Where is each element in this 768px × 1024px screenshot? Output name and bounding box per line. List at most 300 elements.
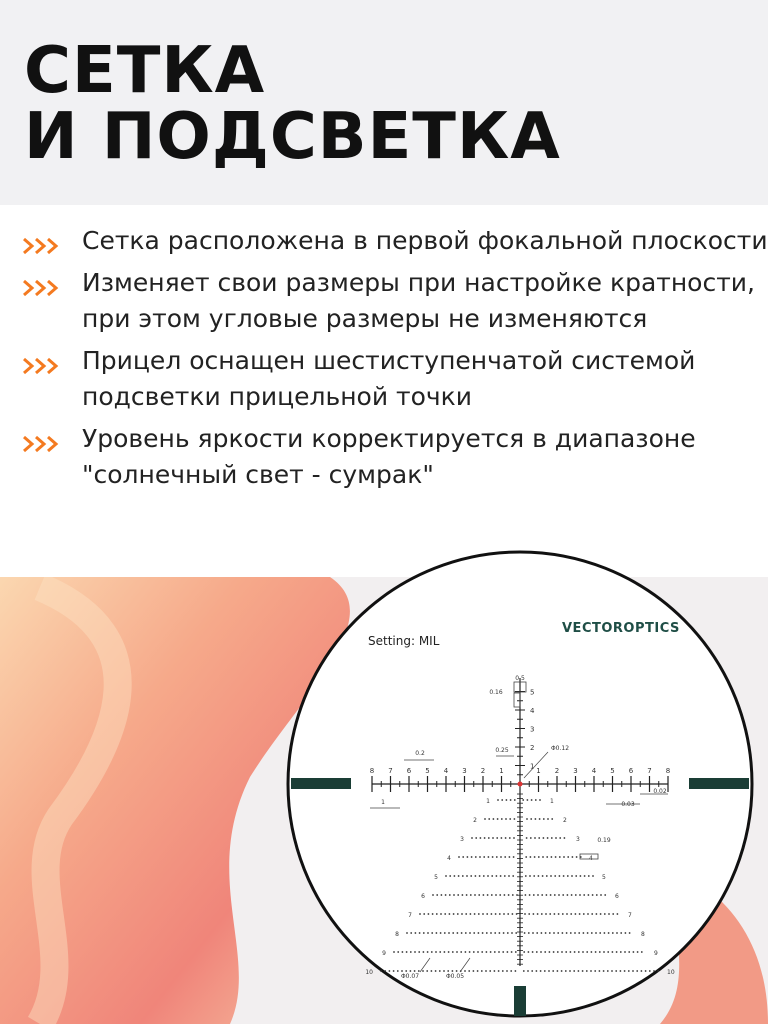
drop-dot: [419, 932, 421, 934]
drop-dot: [478, 932, 480, 934]
drop-dot: [499, 913, 501, 915]
row-label-right: 10: [667, 969, 675, 976]
drop-dot: [566, 932, 568, 934]
drop-dot: [555, 856, 557, 858]
dim-label-phi005: Φ0.05: [445, 973, 465, 980]
drop-dot: [500, 856, 502, 858]
v-tick-label: 5: [530, 688, 535, 697]
drop-dot: [530, 856, 532, 858]
drop-dot: [405, 970, 407, 972]
v-tick-label: 3: [530, 725, 535, 734]
drop-dot: [596, 913, 598, 915]
drop-dot: [591, 932, 593, 934]
drop-dot: [494, 932, 496, 934]
drop-dot: [534, 856, 536, 858]
drop-dot: [608, 913, 610, 915]
drop-dot: [620, 951, 622, 953]
drop-dot: [620, 932, 622, 934]
h-tick-label: 6: [628, 767, 634, 775]
drop-dot: [514, 818, 516, 820]
drop-dot: [529, 875, 531, 877]
drop-dot: [495, 913, 497, 915]
drop-dot: [558, 894, 560, 896]
drop-dot: [561, 970, 563, 972]
drop-dot: [637, 951, 639, 953]
drop-dot: [549, 913, 551, 915]
h-tick-label: 8: [665, 767, 671, 775]
drop-dot: [482, 913, 484, 915]
drop-dot: [607, 951, 609, 953]
drop-dot: [439, 970, 441, 972]
drop-dot: [475, 875, 477, 877]
drop-dot: [523, 970, 525, 972]
row-label-left: 4: [447, 855, 451, 862]
drop-dot: [620, 970, 622, 972]
drop-dot: [537, 913, 539, 915]
drop-dot: [535, 799, 537, 801]
drop-dot: [488, 856, 490, 858]
drop-dot: [551, 837, 553, 839]
drop-dot: [435, 970, 437, 972]
drop-dot: [567, 875, 569, 877]
drop-dot: [469, 932, 471, 934]
drop-dot: [524, 932, 526, 934]
drop-dot: [583, 894, 585, 896]
drop-dot: [559, 856, 561, 858]
drop-dot: [535, 818, 537, 820]
drop-dot: [540, 951, 542, 953]
drop-dot: [574, 951, 576, 953]
drop-dot: [557, 932, 559, 934]
drop-dot: [608, 932, 610, 934]
drop-dot: [538, 875, 540, 877]
drop-dot: [525, 875, 527, 877]
drop-dot: [474, 894, 476, 896]
drop-dot: [457, 894, 459, 896]
drop-dot: [448, 932, 450, 934]
drop-dot: [436, 894, 438, 896]
drop-dot: [547, 837, 549, 839]
drop-dot: [561, 951, 563, 953]
drop-dot: [465, 913, 467, 915]
drop-dot: [584, 875, 586, 877]
drop-dot: [567, 894, 569, 896]
drop-dot: [454, 875, 456, 877]
drop-dot: [481, 951, 483, 953]
drop-dot: [625, 932, 627, 934]
drop-dot: [554, 894, 556, 896]
drop-dot: [543, 837, 545, 839]
row-label-left: 8: [395, 931, 399, 938]
row-label-left: 9: [382, 950, 386, 957]
drop-dot: [553, 932, 555, 934]
drop-dot: [526, 837, 528, 839]
drop-dot: [532, 932, 534, 934]
drop-dot: [525, 894, 527, 896]
drop-dot: [557, 970, 559, 972]
drop-dot: [559, 837, 561, 839]
drop-dot: [575, 894, 577, 896]
drop-dot: [504, 875, 506, 877]
drop-dot: [579, 913, 581, 915]
h-tick-label: 1: [536, 767, 541, 775]
drop-dot: [599, 932, 601, 934]
drop-dot: [506, 799, 508, 801]
drop-dot: [514, 799, 516, 801]
drop-dot: [444, 951, 446, 953]
drop-dot: [611, 970, 613, 972]
drop-dot: [510, 799, 512, 801]
drop-dot: [414, 951, 416, 953]
drop-dot: [524, 913, 526, 915]
drop-dot: [575, 875, 577, 877]
drop-dot: [612, 913, 614, 915]
drop-dot: [456, 951, 458, 953]
feature-text: Сетка расположена в первой фокальной плоскости: [82, 226, 768, 255]
drop-dot: [414, 970, 416, 972]
drop-dot: [453, 894, 455, 896]
drop-dot: [486, 913, 488, 915]
drop-dot: [477, 951, 479, 953]
drop-dot: [562, 894, 564, 896]
drop-dot: [550, 894, 552, 896]
drop-dot: [418, 951, 420, 953]
drop-dot: [488, 818, 490, 820]
h-tick-label: 5: [425, 767, 430, 775]
drop-dot: [483, 856, 485, 858]
drop-dot: [457, 932, 459, 934]
drop-dot: [612, 951, 614, 953]
dim-label-phi012: Φ0.12: [550, 745, 570, 752]
drop-dot: [536, 932, 538, 934]
drop-dot: [632, 970, 634, 972]
drop-dot: [467, 856, 469, 858]
drop-dot: [512, 913, 514, 915]
drop-dot: [565, 970, 567, 972]
drop-dot: [490, 932, 492, 934]
drop-dot: [525, 856, 527, 858]
drop-dot: [483, 875, 485, 877]
drop-dot: [470, 875, 472, 877]
drop-dot: [570, 932, 572, 934]
drop-dot: [595, 932, 597, 934]
drop-dot: [512, 894, 514, 896]
drop-dot: [486, 932, 488, 934]
drop-dot: [473, 951, 475, 953]
drop-dot: [571, 875, 573, 877]
drop-dot: [497, 818, 499, 820]
drop-dot: [440, 932, 442, 934]
drop-dot: [508, 894, 510, 896]
drop-dot: [580, 875, 582, 877]
drop-dot: [397, 970, 399, 972]
drop-dot: [617, 913, 619, 915]
drop-dot: [507, 913, 509, 915]
drop-dot: [462, 894, 464, 896]
right-post: [689, 778, 749, 789]
drop-dot: [545, 913, 547, 915]
drop-dot: [410, 932, 412, 934]
drop-dot: [586, 951, 588, 953]
drop-dot: [657, 970, 659, 972]
v-tick-label: 4: [530, 707, 535, 715]
drop-dot: [487, 875, 489, 877]
drop-dot: [482, 932, 484, 934]
drop-dot: [592, 894, 594, 896]
dim-label-1: 1: [381, 799, 385, 806]
drop-dot: [541, 894, 543, 896]
title-line-1: СЕТКА: [24, 34, 266, 108]
drop-dot: [615, 970, 617, 972]
drop-dot: [528, 913, 530, 915]
drop-dot: [604, 932, 606, 934]
drop-dot: [486, 951, 488, 953]
drop-dot: [503, 932, 505, 934]
drop-dot: [549, 951, 551, 953]
drop-dot: [531, 799, 533, 801]
drop-dot: [397, 951, 399, 953]
drop-dot: [616, 951, 618, 953]
drop-dot: [526, 818, 528, 820]
drop-dot: [470, 894, 472, 896]
drop-dot: [509, 837, 511, 839]
feature-text: Прицел оснащен шестиступенчатой системой подсветки прицельной точки: [82, 346, 696, 411]
drop-dot: [513, 856, 515, 858]
drop-dot: [586, 970, 588, 972]
dim-label-025: 0.25: [495, 747, 509, 754]
drop-dot: [616, 932, 618, 934]
drop-dot: [491, 894, 493, 896]
drop-dot: [533, 875, 535, 877]
drop-dot: [484, 837, 486, 839]
drop-dot: [552, 970, 554, 972]
drop-dot: [515, 970, 517, 972]
drop-dot: [542, 875, 544, 877]
drop-dot: [508, 875, 510, 877]
drop-dot: [594, 970, 596, 972]
drop-dot: [393, 970, 395, 972]
drop-dot: [531, 970, 533, 972]
row-label-left: 6: [421, 893, 425, 900]
drop-dot: [453, 913, 455, 915]
drop-dot: [603, 951, 605, 953]
h-tick-label: 6: [406, 767, 412, 775]
drop-dot: [547, 818, 549, 820]
drop-dot: [604, 913, 606, 915]
drop-dot: [485, 970, 487, 972]
row-label-left: 1: [486, 798, 490, 805]
drop-dot: [536, 970, 538, 972]
h-tick-label: 7: [388, 767, 393, 775]
drop-dot: [536, 951, 538, 953]
row-label-right: 2: [563, 817, 567, 824]
drop-dot: [509, 856, 511, 858]
drop-dot: [527, 799, 529, 801]
drop-dot: [466, 875, 468, 877]
row-label-right: 6: [615, 893, 619, 900]
h-tick-label: 2: [554, 767, 560, 775]
drop-dot: [533, 913, 535, 915]
drop-dot: [478, 913, 480, 915]
drop-dot: [498, 951, 500, 953]
drop-dot: [566, 913, 568, 915]
drop-dot: [479, 875, 481, 877]
drop-dot: [550, 875, 552, 877]
drop-dot: [595, 951, 597, 953]
drop-dot: [604, 894, 606, 896]
drop-dot: [588, 875, 590, 877]
drop-dot: [389, 970, 391, 972]
drop-dot: [406, 932, 408, 934]
drop-dot: [491, 913, 493, 915]
title-line-2: И ПОДСВЕТКА: [24, 100, 561, 174]
dim-label-05: 0.5: [515, 675, 525, 682]
drop-dot: [530, 818, 532, 820]
h-tick-label: 8: [369, 767, 375, 775]
drop-dot: [460, 951, 462, 953]
h-tick-label: 3: [573, 767, 578, 775]
drop-dot: [516, 913, 518, 915]
dim-label-phi007: Φ0.07: [400, 973, 420, 980]
drop-dot: [478, 894, 480, 896]
drop-dot: [599, 951, 601, 953]
drop-dot: [569, 970, 571, 972]
drop-dot: [419, 913, 421, 915]
drop-dot: [464, 970, 466, 972]
dim-label-002: 0.02: [653, 788, 667, 795]
drop-dot: [545, 932, 547, 934]
drop-dot: [493, 818, 495, 820]
drop-dot: [487, 894, 489, 896]
drop-dot: [431, 951, 433, 953]
dim-label-02: 0.2: [415, 750, 425, 757]
drop-dot: [479, 856, 481, 858]
drop-dot: [553, 951, 555, 953]
drop-dot: [546, 875, 548, 877]
row-label-left: 5: [434, 874, 438, 881]
drop-dot: [498, 970, 500, 972]
drop-dot: [578, 970, 580, 972]
drop-dot: [571, 894, 573, 896]
bottom-post: [514, 986, 526, 1016]
drop-dot: [469, 951, 471, 953]
drop-dot: [558, 913, 560, 915]
drop-dot: [427, 932, 429, 934]
drop-dot: [570, 913, 572, 915]
drop-dot: [555, 837, 557, 839]
h-tick-label: 4: [443, 767, 449, 775]
drop-dot: [475, 856, 477, 858]
drop-dot: [530, 837, 532, 839]
drop-dot: [541, 932, 543, 934]
drop-dot: [562, 913, 564, 915]
brand-logo: VECTOROPTICS: [562, 621, 680, 636]
drop-dot: [543, 818, 545, 820]
drop-dot: [554, 913, 556, 915]
drop-dot: [636, 970, 638, 972]
drop-dot: [480, 837, 482, 839]
drop-dot: [410, 970, 412, 972]
drop-dot: [432, 913, 434, 915]
row-label-right: 8: [641, 931, 645, 938]
drop-dot: [534, 837, 536, 839]
drop-dot: [462, 856, 464, 858]
drop-dot: [533, 894, 535, 896]
drop-dot: [572, 856, 574, 858]
drop-dot: [431, 932, 433, 934]
drop-dot: [410, 951, 412, 953]
drop-dot: [587, 932, 589, 934]
drop-dot: [436, 913, 438, 915]
drop-dot: [570, 951, 572, 953]
drop-dot: [559, 875, 561, 877]
drop-dot: [494, 970, 496, 972]
left-post: [291, 778, 351, 789]
row-label-right: 9: [654, 950, 658, 957]
drop-dot: [567, 856, 569, 858]
drop-dot: [444, 932, 446, 934]
row-label-left: 3: [460, 836, 464, 843]
drop-dot: [471, 837, 473, 839]
drop-dot: [492, 837, 494, 839]
drop-dot: [423, 913, 425, 915]
drop-dot: [546, 856, 548, 858]
drop-dot: [653, 970, 655, 972]
drop-dot: [440, 913, 442, 915]
h-tick-label: 4: [591, 767, 597, 775]
drop-dot: [641, 951, 643, 953]
drop-dot: [504, 856, 506, 858]
drop-dot: [496, 837, 498, 839]
row-label-left: 7: [408, 912, 412, 919]
drop-dot: [439, 951, 441, 953]
drop-dot: [418, 970, 420, 972]
drop-dot: [527, 970, 529, 972]
h-tick-label: 1: [499, 767, 504, 775]
drop-dot: [591, 951, 593, 953]
drop-dot: [502, 951, 504, 953]
drop-dot: [510, 970, 512, 972]
drop-dot: [509, 818, 511, 820]
drop-dot: [607, 970, 609, 972]
drop-dot: [600, 913, 602, 915]
drop-dot: [504, 894, 506, 896]
drop-dot: [499, 894, 501, 896]
drop-dot: [435, 951, 437, 953]
drop-dot: [423, 951, 425, 953]
drop-dot: [548, 970, 550, 972]
row-label-left: 2: [473, 817, 477, 824]
drop-dot: [448, 951, 450, 953]
drop-dot: [539, 799, 541, 801]
drop-dot: [422, 970, 424, 972]
drop-dot: [402, 951, 404, 953]
h-tick-label: 2: [480, 767, 486, 775]
drop-dot: [582, 951, 584, 953]
drop-dot: [501, 837, 503, 839]
drop-dot: [516, 894, 518, 896]
h-tick-label: 7: [647, 767, 652, 775]
drop-dot: [461, 913, 463, 915]
dim-label-019: 0.19: [597, 837, 611, 844]
drop-dot: [522, 799, 524, 801]
drop-dot: [528, 951, 530, 953]
drop-dot: [542, 856, 544, 858]
drop-dot: [564, 837, 566, 839]
drop-dot: [444, 913, 446, 915]
drop-dot: [551, 856, 553, 858]
drop-dot: [528, 932, 530, 934]
